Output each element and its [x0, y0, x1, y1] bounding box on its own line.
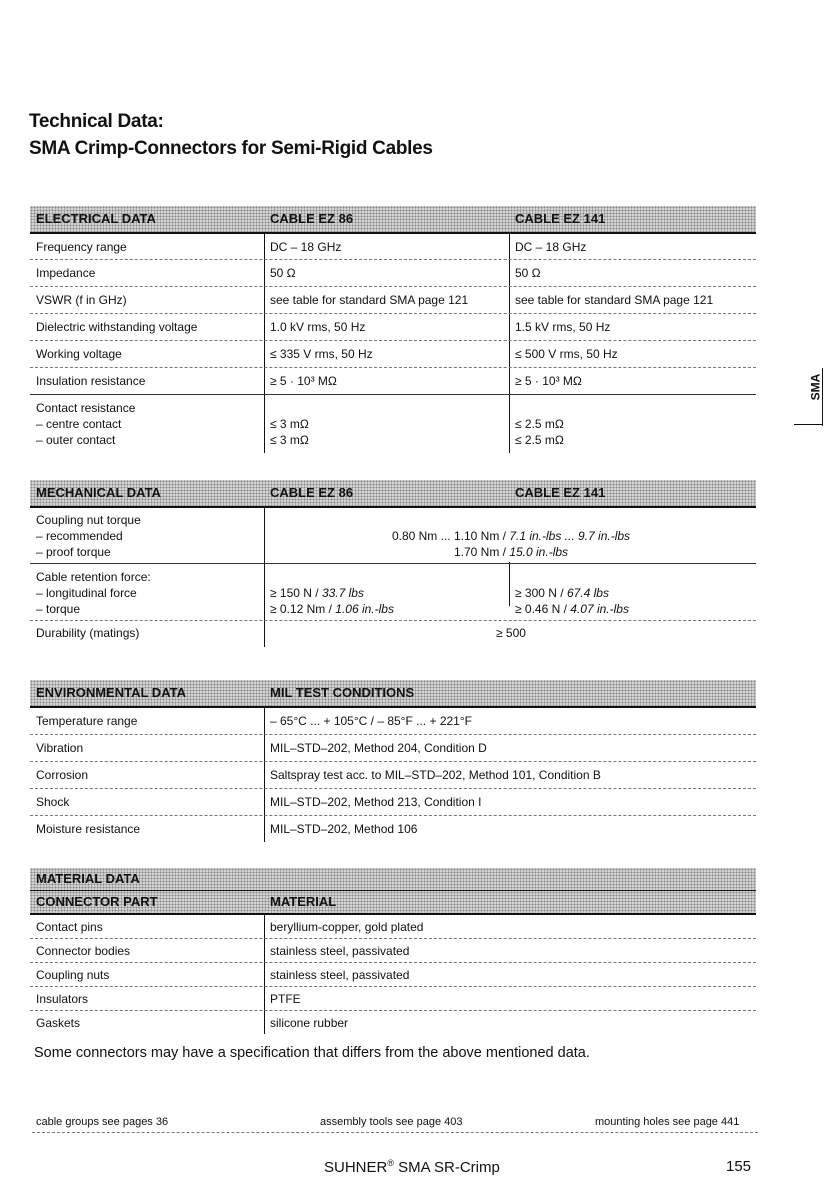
environmental-header-col1: MIL TEST CONDITIONS: [270, 685, 415, 700]
title-line-1: Technical Data:: [29, 111, 164, 132]
page-number: 155: [726, 1158, 752, 1175]
mechanical-header-col2: CABLE EZ 141: [515, 485, 606, 500]
contact-resistance-label: Contact resistance: [36, 401, 136, 415]
material-subheader-part: CONNECTOR PART: [36, 894, 158, 909]
cable-groups-link[interactable]: cable groups see pages 36: [36, 1116, 169, 1128]
environmental-data-table: [30, 680, 756, 842]
page-title: [29, 108, 433, 162]
side-tab: [806, 368, 826, 408]
cross-reference-bar: [32, 1112, 758, 1133]
table-row: Working voltage ≤ 335 V rms, 50 Hz ≤ 500 V rms, 50 Hz: [30, 341, 756, 368]
material-data-table: [30, 868, 756, 1034]
table-row: Impedance 50 Ω 50 Ω: [30, 260, 756, 287]
environmental-header: [30, 680, 756, 708]
side-tab-underline: [794, 424, 822, 425]
electrical-data-table: [30, 206, 756, 453]
table-row: Dielectric withstanding voltage 1.0 kV rms, 50 Hz 1.5 kV rms, 50 Hz: [30, 314, 756, 341]
table-row: Temperature range – 65°C ... + 105°C / – 85°F ... + 221°F: [30, 708, 756, 735]
table-row: Vibration MIL–STD–202, Method 204, Condition D: [30, 735, 756, 762]
assembly-tools-link[interactable]: assembly tools see page 403: [320, 1116, 463, 1128]
retention-force-label: Cable retention force:: [36, 570, 151, 584]
mechanical-data-table: [30, 480, 756, 647]
footer-product: SUHNER® SMA SR-Crimp: [324, 1158, 500, 1176]
material-subheader: [30, 890, 756, 915]
table-row: Connector bodies stainless steel, passivated: [30, 939, 756, 963]
electrical-header: [30, 206, 756, 234]
table-row: Coupling nut torque – recommended – proof torque 0.80 Nm ... 1.10 Nm / 7.1 in.-lbs ... 9.7 in.-lbs 1.70 Nm / 15.0 in.-lbs: [30, 508, 756, 564]
mechanical-header-col1: CABLE EZ 86: [270, 485, 354, 500]
table-row: Corrosion Saltspray test acc. to MIL–STD–202, Method 101, Condition B: [30, 762, 756, 789]
mounting-holes-link[interactable]: mounting holes see page 441: [595, 1116, 740, 1128]
mechanical-header-title: MECHANICAL DATA: [36, 485, 161, 500]
electrical-header-title: ELECTRICAL DATA: [36, 211, 156, 226]
table-row: Moisture resistance MIL–STD–202, Method 106: [36, 822, 418, 836]
table-row: Durability (matings) ≥ 500: [30, 621, 756, 647]
table-row: Frequency range DC – 18 GHz DC – 18 GHz: [30, 234, 756, 260]
table-row: Insulation resistance ≥ 5 · 10³ MΩ ≥ 5 · 10³ MΩ: [30, 368, 756, 395]
mechanical-header: [30, 480, 756, 508]
side-tab-rule: [822, 368, 823, 426]
table-row: Coupling nuts stainless steel, passivated: [30, 963, 756, 987]
material-subheader-material: MATERIAL: [270, 894, 337, 909]
title-line-2: SMA Crimp-Connectors for Semi-Rigid Cables: [29, 138, 433, 159]
coupling-proof-value: 1.70 Nm / 15.0 in.-lbs: [453, 545, 569, 559]
electrical-header-col2: CABLE EZ 141: [515, 211, 606, 226]
table-row: VSWR (f in GHz) see table for standard SMA page 121 see table for standard SMA page 121: [30, 287, 756, 314]
table-row: Cable retention force: – longitudinal force – torque ≥ 150 N / 33.7 lbs ≥ 0.12 Nm / 1.06 in.-lbs ≥ 300 N / 67.4 lbs ≥ 0.46 N / 4.07 in.-lbs: [30, 564, 756, 621]
coupling-torque-label: Coupling nut torque: [36, 513, 141, 527]
table-row: Gaskets silicone rubber: [36, 1016, 349, 1030]
material-header-title: MATERIAL DATA: [36, 871, 140, 886]
table-row: Shock MIL–STD–202, Method 213, Condition I: [30, 789, 756, 816]
coupling-recommended-value: 0.80 Nm ... 1.10 Nm / 7.1 in.-lbs ... 9.7 in.-lbs: [391, 529, 631, 543]
table-row: Contact resistance – centre contact – outer contact ≤ 3 mΩ ≤ 3 mΩ ≤ 2.5 mΩ ≤ 2.5 mΩ: [36, 401, 564, 447]
durability-value: ≥ 500: [496, 626, 526, 640]
environmental-header-title: ENVIRONMENTAL DATA: [36, 685, 186, 700]
table-row: Contact pins beryllium-copper, gold plated: [30, 915, 756, 939]
electrical-header-col1: CABLE EZ 86: [270, 211, 354, 226]
side-tab-label: SMA: [808, 373, 823, 401]
material-header: [30, 868, 756, 890]
table-row: Insulators PTFE: [30, 987, 756, 1011]
specification-note: Some connectors may have a specification that differs from the above mentioned data.: [34, 1045, 590, 1061]
